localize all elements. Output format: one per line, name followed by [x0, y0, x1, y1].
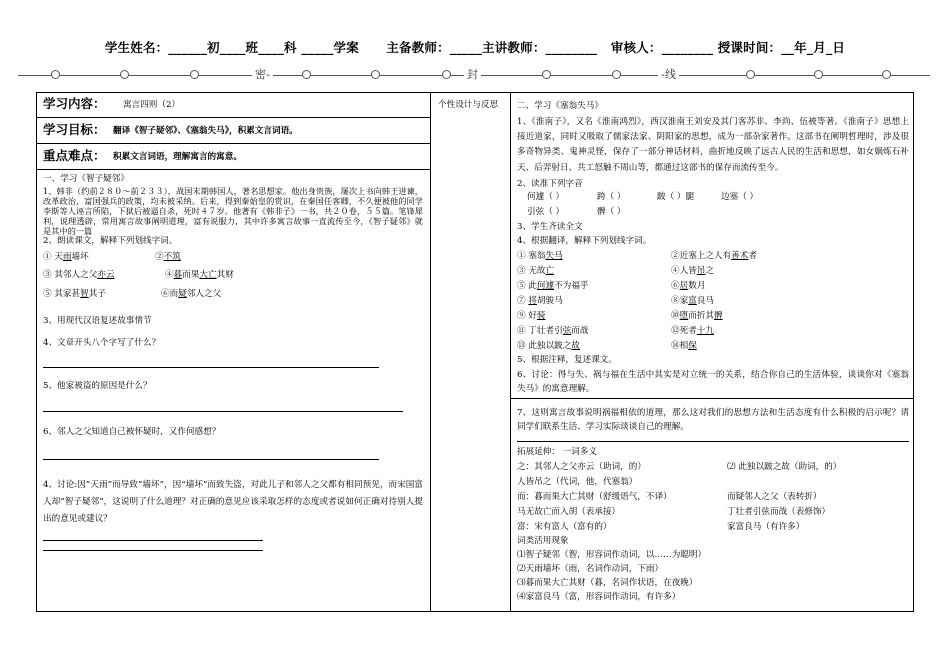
word-item: ⑤ 此何遽不为福乎 [517, 281, 589, 291]
word-item: ① 塞翁失马 [517, 251, 563, 261]
header-line: 学生姓名：______初____班____科 _____学案 主备教师：_____主讲教师：________ 审核人：________ 授课时间：__年_月_日 [104, 40, 846, 55]
seal-circle [746, 70, 755, 79]
word-item: ⑩堕而折其髀 [671, 311, 723, 321]
pronunciation-item: 跛（ ）腿 [657, 192, 695, 202]
question-2-right: 2、读准下列字音 [517, 179, 583, 189]
usage-line: ⑵天雨墙坏（雨，名词作动词，下雨） [517, 564, 664, 574]
pronunciation-item: 髀（ ） [597, 207, 626, 217]
polysemy-line: 丁壮者引弦而战（表修饰） [727, 507, 831, 517]
question-3: 3、用现代汉语复述故事情节 [43, 316, 152, 326]
question-6: 6、邻人之父知道自己被怀疑时，又作何感想？ [43, 427, 221, 437]
section2-title: 二、学习《塞翁失马》 [517, 101, 603, 111]
polysemy-line: 而：暮而果大亡其财（舒缓语气，不译） [517, 492, 672, 502]
intro-paragraph: 1、韩非（约前２８０～前２３３），战国末期韩国人，著名思想家。他出身贵族，屡次上书向韩王进谏，改革政治，富国强兵的政策，均未被采纳。后来，得到秦始皇的赏识，在秦国任客卿，不久便被他的同学李斯等人诬言所陷，下狱后被逼自杀，死时４７岁。他著有《韩非子》一书，共２０卷，５５篇。笔锋犀利，说理透辟，常用寓言故事阐明道理，富有说服力，其中许多寓言故事一直流传至今，《智子疑邻》就是其中的一篇 [43, 186, 423, 236]
word-item: ① 天雨墙坏 [43, 252, 89, 262]
extension-title: 拓展延伸： 一词多义 [517, 447, 598, 457]
question-4-right: 4、根据翻译，解释下列划线字词。 [517, 236, 652, 246]
polysemy-line: 之：其邻人之父亦云（助词，的） [517, 462, 646, 472]
word-item: ⑬ 此独以跛之故 [517, 341, 580, 351]
question-3-right: 3、学生齐读全文 [517, 222, 583, 232]
seal-circle [542, 70, 551, 79]
word-item: ③ 无故亡 [517, 266, 555, 276]
seal-circle [882, 70, 891, 79]
word-item: ②不筑 [155, 252, 181, 262]
goal-value: 翻译《智子疑邻》、《塞翁失马》，积累文言词语。 [113, 126, 298, 136]
pronunciation-item: 引弦（ ） [527, 207, 565, 217]
row-divider [37, 117, 430, 118]
seal-circle [612, 70, 621, 79]
usage-line: ⑶暮而果大亡其财（暮，名词作状语，在夜晚） [517, 578, 698, 588]
polysemy-line: 马无故亡而入胡（表承接） [517, 507, 621, 517]
seal-circle [371, 70, 380, 79]
key-label: 重点难点： [43, 148, 106, 163]
seal-word-feng: 封 [464, 68, 481, 82]
question-7-right: 7、这则寓言故事说明祸福相依的道理，那么这对我们的思想方法和生活态度有什么积极的启示呢？请同学们联系生活、学习实际谈谈自己的理解。 [517, 408, 909, 432]
seal-circle [120, 70, 129, 79]
seal-word-xian: -线 [658, 68, 679, 82]
section1-title: 一、学习《智子疑邻》 [43, 174, 129, 184]
content-value: 寓言四则（2） [123, 100, 181, 110]
worksheet-frame [36, 92, 914, 612]
word-item: ③ 其邻人之父亦云 [43, 270, 115, 280]
word-item: ⑥而疑邻人之父 [161, 289, 222, 299]
polysemy-line: 而疑邻人之父（表转折） [727, 492, 822, 502]
pronunciation-item: 边塞（ ） [721, 192, 759, 202]
goal-label: 学习目标： [43, 122, 106, 137]
answer-line [517, 441, 909, 442]
seal-circle [302, 70, 311, 79]
column-divider-right [510, 93, 511, 611]
pronunciation-item: 何遽（ ） [527, 192, 565, 202]
word-item: ⑧家富良马 [671, 296, 715, 306]
polysemy-line: 人皆吊之（代词，他，代塞翁） [517, 477, 638, 487]
pronunciation-item: 跨（ ） [597, 192, 626, 202]
word-item: ⑥居数月 [671, 281, 706, 291]
intro-paragraph-2: 1、《淮南子》，又名《淮南鸿烈》，西汉淮南王刘安及其门客苏非、李尚、伍被等著。《淮南子》思想上接近道家，同时又吸取了儒家法家、阴阳家的思想，成为一部杂家著作。这部书在阐明哲理时，涉及很多奇物异类、鬼神灵怪，保存了一部分神话材料，曲折地反映了远古人民的生活和思想，如女娲炼石补天、后羿射日、共工怒触不周山等，都通过这部书的保存而流传至今。 [517, 117, 909, 173]
seal-line [18, 68, 930, 82]
polysemy-line: 富：宋有富人（富有的） [517, 522, 612, 532]
question-5-right: 5、根据注释，复述课文。 [517, 355, 617, 365]
word-item: ⑦ 将胡骏马 [517, 296, 563, 306]
answer-line [43, 411, 403, 412]
question-7: 4、讨论:因“天雨”而导致“墙坏”，因“墙坏”而致失盗，对此儿子和邻人之父都有相同预见，而宋国富人却“智子疑邻”，这说明了什么道理？对正确的意见应该采取怎样的态度或者说如何正确对待别人提出的意见或建议？ [43, 480, 423, 524]
word-item: ④人皆吊之 [671, 266, 715, 276]
reflection-label: 个性设计与反思 [438, 100, 499, 110]
usage-line: ⑷家富良马（富，形容词作动词，有许多） [517, 592, 681, 602]
usage-title: 词类活用现象 [517, 536, 569, 546]
row-divider [511, 398, 913, 399]
word-item: ⑤ 其家甚智其子 [43, 289, 106, 299]
content-label: 学习内容： [43, 96, 106, 111]
seal-circle [51, 70, 60, 79]
row-divider [37, 169, 430, 170]
column-divider-left [430, 93, 431, 611]
word-item: ④暮而果大亡其财 [165, 270, 234, 280]
seal-circle [442, 70, 451, 79]
word-item: ⑪ 丁壮者引弦而战 [517, 326, 589, 336]
question-6-right: 6、讨论：得与失、祸与福在生活中其实是对立统一的关系，结合你自己的生活体验，谈谈你对《塞翁失马》的寓意理解。 [517, 370, 909, 394]
word-item: ⑨ 好骑 [517, 311, 546, 321]
polysemy-line: 家富良马（有许多） [727, 522, 805, 532]
word-item: ⑭相保 [671, 341, 697, 351]
answer-line [43, 540, 263, 541]
question-2: 2、朗读课文，解释下列划线字词。 [43, 236, 178, 246]
seal-circle [814, 70, 823, 79]
row-divider [37, 143, 430, 144]
key-value: 积累文言词语，理解寓言的寓意。 [113, 152, 242, 162]
answer-line [43, 367, 379, 368]
word-item: ②近塞上之人有善术者 [671, 251, 757, 261]
seal-word-mi: 密- [252, 68, 273, 82]
answer-line [43, 459, 379, 460]
question-4: 4、文章开头八个字写了什么？ [43, 338, 161, 348]
answer-line [43, 550, 263, 551]
question-5: 5、他家被盗的原因是什么？ [43, 381, 152, 391]
seal-circle [190, 70, 199, 79]
usage-line: ⑴智子疑邻（智，形容词作动词，以……为聪明） [517, 550, 707, 560]
word-item: ⑫死者十九 [671, 326, 714, 336]
polysemy-line: ⑵ 此独以跛之故（助词，的） [727, 462, 842, 472]
